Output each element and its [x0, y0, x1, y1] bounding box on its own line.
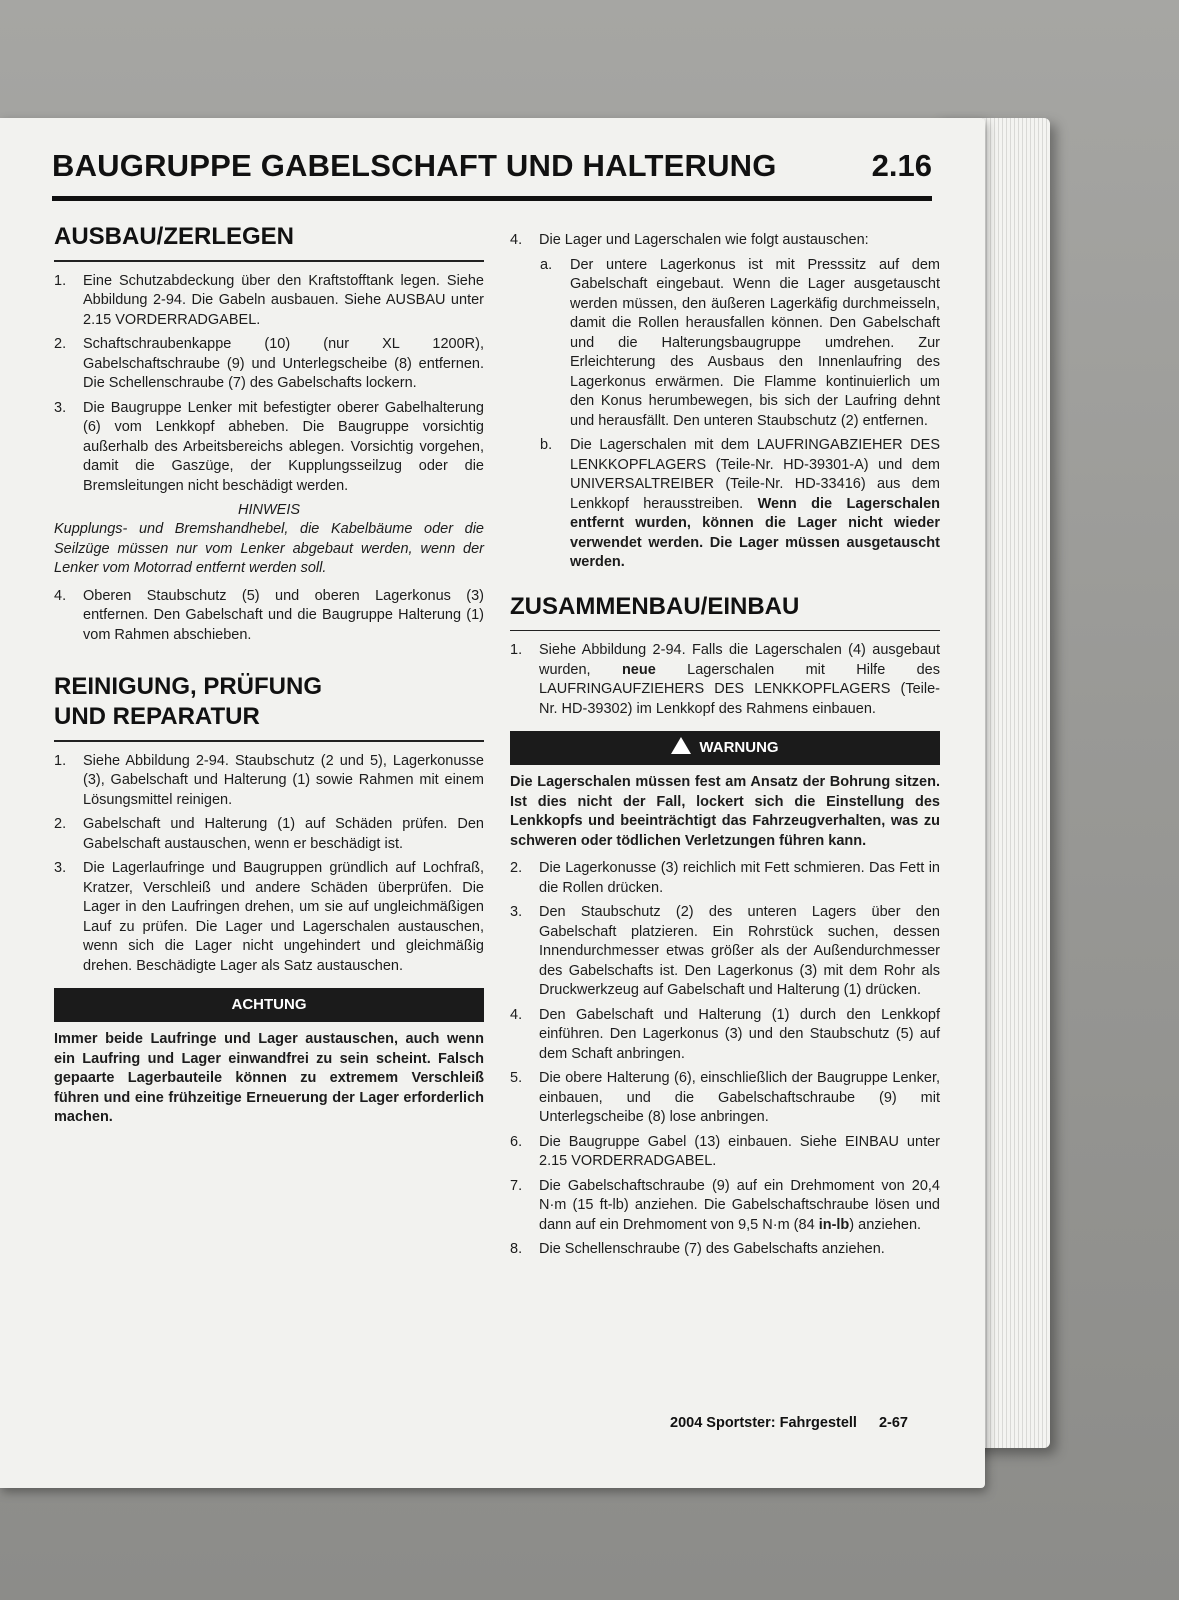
heading-rule — [54, 260, 484, 262]
sub-item-letter: a. — [540, 256, 553, 273]
list-item — [54, 587, 484, 646]
list-item — [510, 641, 940, 719]
list-item — [54, 399, 484, 497]
list-item — [54, 272, 484, 331]
item-number: 3. — [54, 860, 67, 876]
page-number: 2-67 — [878, 1415, 908, 1431]
heading-line: REINIGUNG, PRÜFUNG — [54, 673, 323, 700]
item-text-bold: in-lb — [818, 1216, 850, 1233]
sub-item-text-regular: Die Lagerschalen mit dem LAUFRINGABZIEHER DES LENKKOPFLAGERS (Teile-Nr. HD-39301-A) und dem UNIVERSALTREIBER (Teile-Nr. HD-33416) aus dem Lenkkopf herausstreiben. — [570, 437, 940, 512]
page-title: BAUGRUPPE GABELSCHAFT UND HALTERUNG — [52, 148, 777, 183]
footer-title: 2004 Sportster: Fahrgestell — [670, 1415, 857, 1431]
heading-zusammenbau: ZUSAMMENBAU/EINBAU — [510, 592, 800, 620]
warning-text: Die Lagerschalen müssen fest am Ansatz der Bohrung sitzen. Ist dies nicht der Fall, lockert sich die Einstellung des Lenkkopfs und beeinträchtigt das Fahrzeugverhalten, was zu schweren oder tödlichen Verletzungen führen kann. — [510, 774, 940, 849]
list-item — [54, 752, 484, 811]
heading-reinigung — [54, 672, 484, 732]
item-text-part: Siehe Abbildung 2-94. Falls die Lagerschalen (4) ausgebaut wurden, — [539, 642, 940, 678]
warning-banner — [510, 731, 940, 765]
item-text: Schaftschraubenkappe (10) (nur XL 1200R), Gabelschaftschraube (9) und Unterlegscheibe (8) entfernen. Die Schellenschraube (7) des Gabelschafts lockern. — [83, 336, 484, 391]
item-text: Den Gabelschaft und Halterung (1) durch den Lenkkopf einführen. Den Lagerkonus (3) und den Staubschutz (5) auf dem Schaft anbringen. — [539, 1006, 940, 1062]
list-item — [510, 1006, 940, 1065]
item-number: 4. — [510, 232, 523, 248]
caution-banner: ACHTUNG — [54, 988, 484, 1022]
item-number: 1. — [54, 752, 67, 769]
item-number: 2. — [510, 860, 523, 876]
section-number: 2.16 — [871, 148, 932, 183]
right-column — [510, 231, 940, 1265]
heading-rule — [54, 740, 484, 742]
item-number: 3. — [54, 399, 67, 416]
note-text: Kupplungs- und Bremshandhebel, die Kabelbäume oder die Seilzüge müssen nur vom Lenker abgebaut werden, wenn der Lenker vom Motorrad entfernt werden soll. — [54, 521, 484, 576]
sub-item-text — [570, 436, 940, 573]
heading-ausbau: AUSBAU/ZERLEGEN — [54, 223, 295, 250]
sub-item-text: Der untere Lagerkonus ist mit Presssitz auf dem Gabelschaft eingebaut. Wenn die Lager ausgetauscht werden müssen, den äußeren Lagerkäfig durchmeisseln, damit die Rollen herausfallen können. Den Gabelschaft und die Halterungsbaugruppe umdrehen. Zur Erleichterung des Ausbaus den Innenlaufring des Lagerkonus erwärmen. Die Flamme kontinuierlich um den Konus herumbewegen, bis sich der Laufring dehnt und herausfällt. Den unteren Staubschutz (2) entfernen. — [570, 256, 940, 429]
header-rule — [52, 196, 932, 201]
item-number: 6. — [510, 1133, 523, 1150]
list-item — [510, 1177, 940, 1236]
list-item — [510, 1069, 940, 1128]
item-text: Die Baugruppe Lenker mit befestigter oberer Gabelhalterung (6) vom Lenkkopf abheben. Die Baugruppe vorsichtig außerhalb des Arbeitsbereichs ablegen. Vorsichtig vorgehen, damit die Gaszüge, der Kupplungsseilzug oder die Bremsleitungen nicht beschädigt werden. — [83, 399, 484, 494]
item-number: 2. — [54, 336, 67, 352]
page-footer — [670, 1415, 908, 1431]
item-text: Die Lagerkonusse (3) reichlich mit Fett schmieren. Das Fett in die Rollen drücken. — [539, 860, 940, 896]
item-text: Gabelschaft und Halterung (1) auf Schäden prüfen. Den Gabelschaft austauschen, wenn er beschädigt ist. — [83, 816, 484, 852]
item-text: Die Schellenschraube (7) des Gabelschafts anziehen. — [539, 1241, 885, 1257]
item-number: 4. — [54, 587, 67, 604]
list-item — [510, 1240, 940, 1260]
item-text — [539, 1177, 940, 1236]
item-number: 1. — [54, 272, 67, 289]
note-title: HINWEIS — [237, 502, 301, 518]
list-item — [54, 859, 484, 976]
sub-item — [540, 436, 940, 573]
sub-item — [540, 256, 940, 432]
item-number: 8. — [510, 1241, 523, 1257]
item-text: Eine Schutzabdeckung über den Kraftstofftank legen. Siehe Abbildung 2-94. Die Gabeln ausbauen. Siehe AUSBAU unter 2.15 VORDERRADGABEL. — [83, 272, 484, 328]
left-column — [54, 222, 484, 1136]
item-number: 2. — [54, 816, 67, 832]
item-text-bold: neue — [621, 661, 656, 678]
list-item — [510, 231, 940, 251]
heading-rule — [510, 630, 940, 632]
sub-item-text-bold: Wenn die Lagerschalen entfernt wurden, können die Lager nicht wieder verwendet werden. Die Lager müssen ausgetauscht werden. — [570, 495, 940, 570]
item-text: Oberen Staubschutz (5) und oberen Lagerkonus (3) entfernen. Den Gabelschaft und die Baugruppe Halterung (1) vom Rahmen abschieben. — [83, 587, 484, 643]
item-text: Die Lagerlaufringe und Baugruppen gründlich auf Lochfraß, Kratzer, Verschleiß und andere Schäden überprüfen. Die Lager in den Laufringen drehen, um sie auf ungleichmäßigen Lauf zu prüfen. Die Lager und Lagerschalen austauschen, wenn sich die Lager nicht ungehindert und gleichmäßig drehen. Beschädigte Lager als Satz austauschen. — [83, 860, 484, 974]
item-text: Den Staubschutz (2) des unteren Lagers über den Gabelschaft platzieren. Ein Rohrstück suchen, dessen Innendurchmesser etwas größer als der Außendurchmesser des Gabelschafts ist. Den Lagerkonus (3) mit dem Rohr als Druckwerkzeug auf Gabelschaft und Halterung (1) drücken. — [539, 904, 940, 998]
item-number: 1. — [510, 642, 523, 658]
item-text: Die Lager und Lagerschalen wie folgt austauschen: — [539, 232, 869, 248]
sub-item-letter: b. — [540, 437, 553, 453]
item-number: 7. — [510, 1177, 523, 1194]
list-item — [54, 815, 484, 854]
warning-label: WARNUNG — [699, 739, 779, 756]
item-text-part: Lagerschalen mit Hilfe des LAUFRINGAUFZIEHERS DES LENKKOPFLAGERS (Teile-Nr. HD-39302) im Lenkkopf des Rahmens einbauen. — [539, 661, 940, 717]
item-text: Die Baugruppe Gabel (13) einbauen. Siehe EINBAU unter 2.15 VORDERRADGABEL. — [539, 1133, 940, 1169]
item-text-part: Die Gabelschaftschraube (9) auf ein Drehmoment von 20,4 N·m (15 ft-lb) anziehen. Die Gabelschaftschraube lösen und dann auf ein Drehmoment von 9,5 N·m (84 — [539, 1177, 940, 1233]
item-text — [539, 641, 940, 719]
item-number: 3. — [510, 904, 523, 920]
list-item — [510, 903, 940, 1001]
item-text: Siehe Abbildung 2-94. Staubschutz (2 und 5), Lagerkonusse (3), Gabelschaft und Halterung (1) sowie Rahmen mit einem Lösungsmittel reinigen. — [83, 752, 484, 808]
item-number: 5. — [510, 1070, 523, 1086]
list-item — [510, 1133, 940, 1172]
warning-icon — [671, 737, 691, 754]
manual-page — [0, 118, 985, 1488]
heading-line: UND REPARATUR — [54, 703, 260, 730]
list-item — [54, 335, 484, 394]
item-text-part: ) anziehen. — [849, 1216, 922, 1233]
item-text: Die obere Halterung (6), einschließlich der Baugruppe Lenker, einbauen, und die Gabelschaftschraube (9) mit Unterlegscheibe (8) lose anbringen. — [539, 1070, 940, 1125]
list-item — [510, 859, 940, 898]
caution-text: Immer beide Laufringe und Lager austauschen, auch wenn ein Laufring und Lager einwandfrei zu sein scheint. Falsch gepaarte Lagerbauteile können zu extremem Verschleiß führen und eine frühzeitige Erneuerung der Lager erforderlich machen. — [54, 1031, 484, 1125]
item-number: 4. — [510, 1006, 523, 1023]
